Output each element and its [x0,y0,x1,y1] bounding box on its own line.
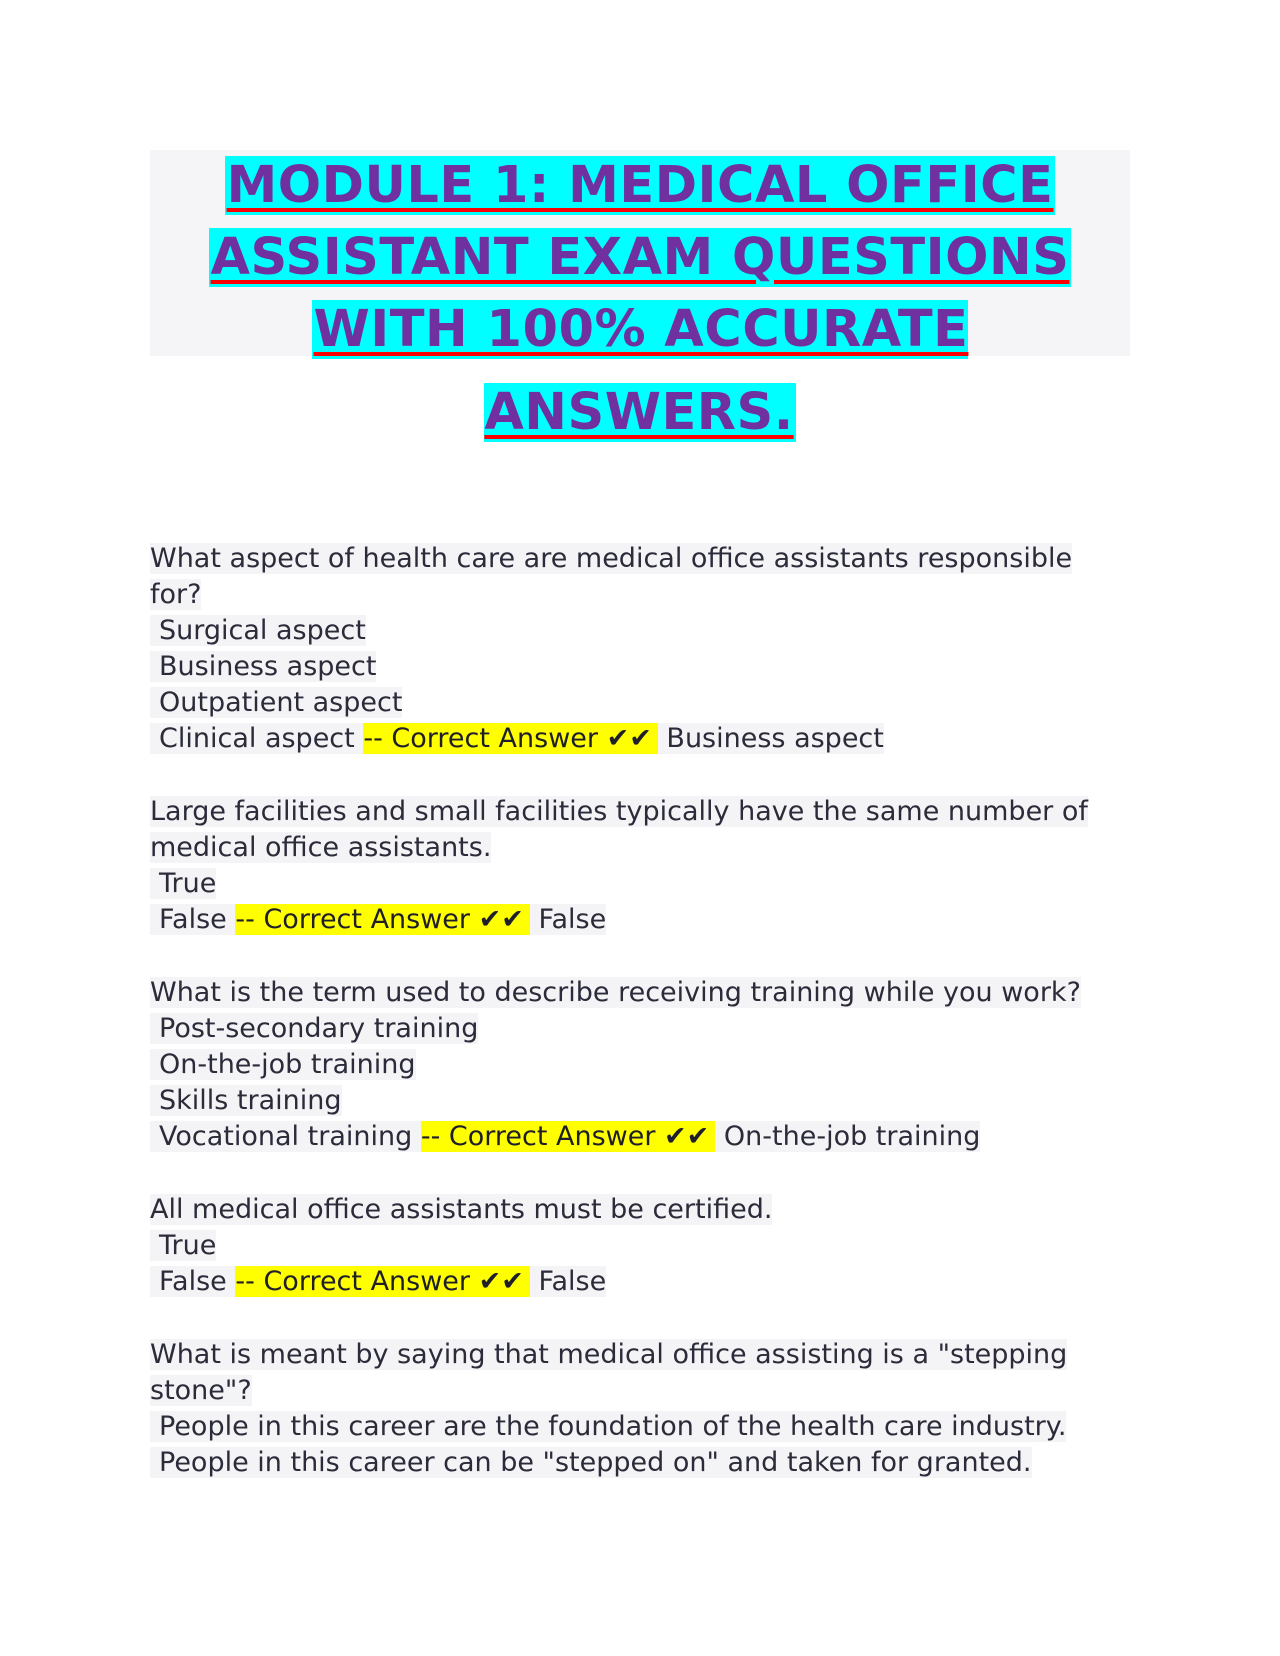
correct-answer: False [538,1266,607,1297]
answer-option: Vocational training [150,1121,412,1152]
answer-option: Surgical aspect [150,615,366,646]
question-block [150,1192,1130,1300]
question-block [150,541,1130,757]
question-text: stone"? [150,1375,252,1406]
correct-answer-marker: -- Correct Answer ✔✔ [235,1266,529,1297]
document-title [150,150,1130,442]
correct-answer-marker: -- Correct Answer ✔✔ [421,1121,715,1152]
question-text: medical office assistants. [150,832,492,863]
answer-option: Post-secondary training [150,1013,478,1044]
correct-answer: Business aspect [666,723,884,754]
correct-answer-marker: -- Correct Answer ✔✔ [235,904,529,935]
question-text: All medical office assistants must be certified. [150,1194,773,1225]
correct-answer: False [538,904,607,935]
question-block [150,794,1130,938]
answer-option: Clinical aspect [150,723,355,754]
correct-answer: On-the-job training [723,1121,981,1152]
question-text: What is the term used to describe receiving training while you work? [150,977,1081,1008]
title-line-2: ASSISTANT EXAM QUESTIONS [210,228,1070,287]
answer-option: True [150,868,216,899]
answer-option: True [150,1230,216,1261]
answer-option: False [150,1266,227,1297]
question-text: Large facilities and small facilities typically have the same number of [150,796,1088,827]
title-line-1: MODULE 1: MEDICAL OFFICE [226,156,1054,215]
answer-option: False [150,904,227,935]
question-text: What aspect of health care are medical office assistants responsible [150,543,1073,574]
question-block [150,1337,1130,1481]
answer-option: Skills training [150,1085,342,1116]
answer-option: Business aspect [150,651,376,682]
question-text: What is meant by saying that medical office assisting is a "stepping [150,1339,1068,1370]
question-block [150,975,1130,1155]
answer-option: People in this career are the foundation of the health care industry. [150,1411,1066,1442]
answer-option: People in this career can be "stepped on" and taken for granted. [150,1447,1032,1478]
answer-option: On-the-job training [150,1049,416,1080]
correct-answer-marker: -- Correct Answer ✔✔ [363,723,657,754]
question-text: for? [150,579,202,610]
question-list [150,541,1130,1481]
title-line-3: WITH 100% ACCURATE ANSWERS. [313,300,969,442]
answer-option: Outpatient aspect [150,687,402,718]
